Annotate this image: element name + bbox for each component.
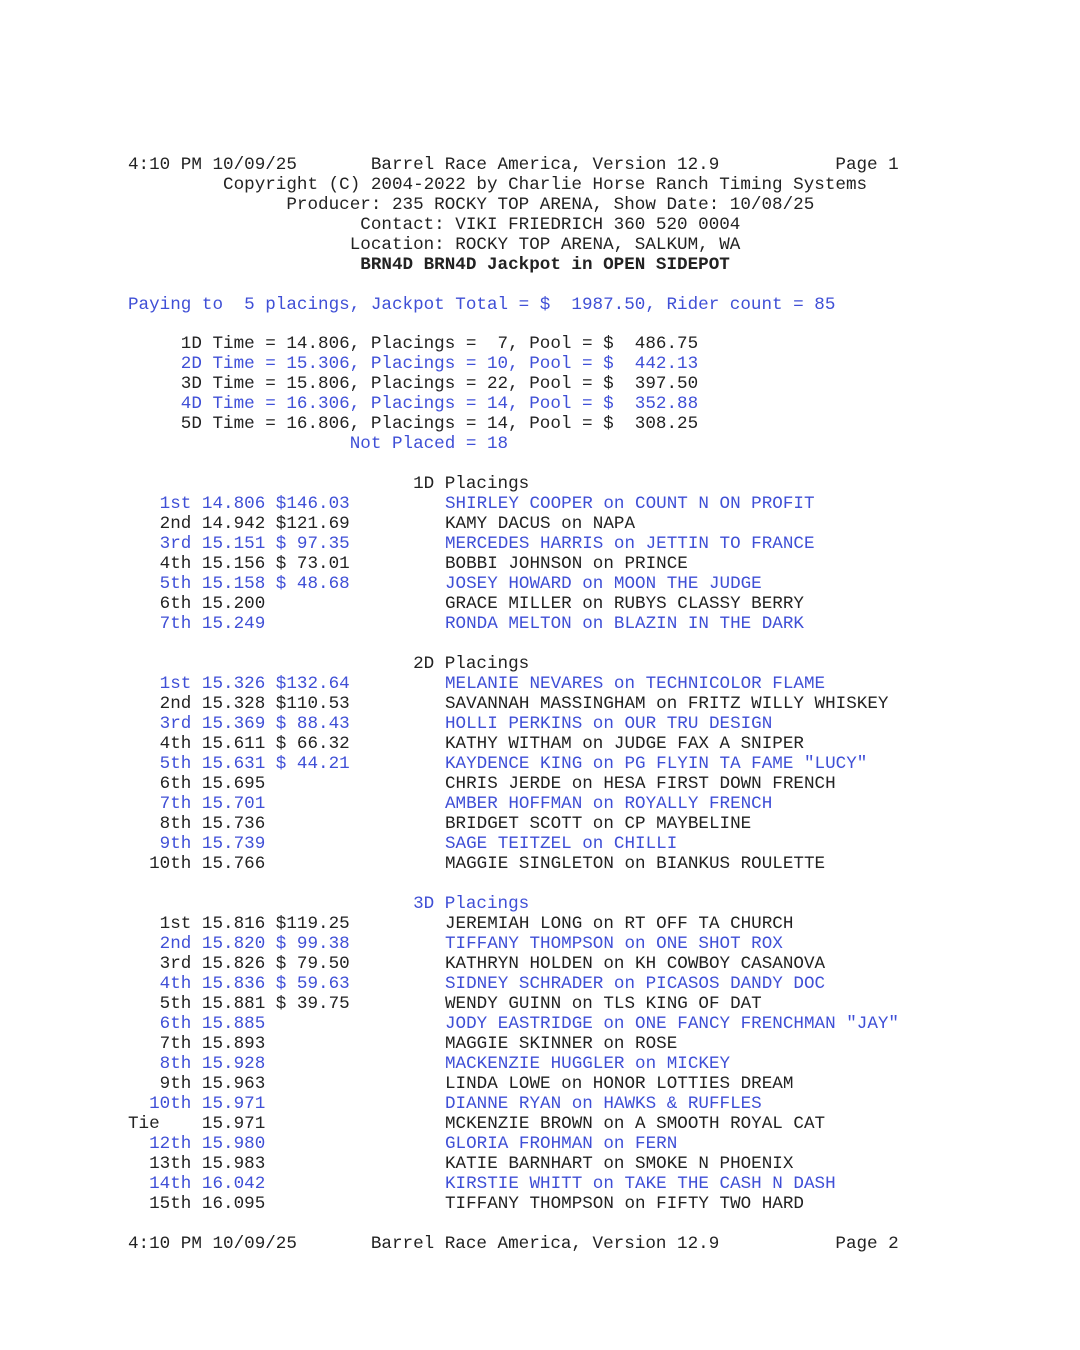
report-footer-line: 4:10 PM 10/09/25 Barrel Race America, Version 12.9 Page 2 [128, 1234, 899, 1254]
section-heading: 1D Placings [128, 474, 530, 494]
placing-time-payout: 9th 15.739 [128, 834, 266, 854]
rider-on-horse: MAGGIE SKINNER on ROSE [445, 1034, 678, 1054]
rider-on-horse: TIFFANY THOMPSON on ONE SHOT ROX [445, 934, 783, 954]
placing-time-payout: 5th 15.158 $ 48.68 [128, 574, 350, 594]
placing-time-payout: 5th 15.631 $ 44.21 [128, 754, 350, 774]
placing-time-payout: 7th 15.701 [128, 794, 266, 814]
placing-time-payout: 7th 15.893 [128, 1034, 266, 1054]
rider-on-horse: KATHY WITHAM on JUDGE FAX A SNIPER [445, 734, 804, 754]
placing-time-payout: 15th 16.095 [128, 1194, 266, 1214]
rider-on-horse: LINDA LOWE on HONOR LOTTIES DREAM [445, 1074, 794, 1094]
rider-on-horse: KAYDENCE KING on PG FLYIN TA FAME "LUCY" [445, 754, 868, 774]
rider-on-horse: MACKENZIE HUGGLER on MICKEY [445, 1054, 731, 1074]
placing-time-payout: 14th 16.042 [128, 1174, 266, 1194]
rider-on-horse: DIANNE RYAN on HAWKS & RUFFLES [445, 1094, 762, 1114]
paying-summary: Paying to 5 placings, Jackpot Total = $ 1987.50, Rider count = 85 [128, 295, 836, 315]
rider-on-horse: KATIE BARNHART on SMOKE N PHOENIX [445, 1154, 794, 1174]
rider-on-horse: MERCEDES HARRIS on JETTIN TO FRANCE [445, 534, 815, 554]
division-line-2d: 2D Time = 15.306, Placings = 10, Pool = $ 442.13 [128, 354, 699, 374]
rider-on-horse: BOBBI JOHNSON on PRINCE [445, 554, 688, 574]
rider-on-horse: SAGE TEITZEL on CHILLI [445, 834, 678, 854]
rider-on-horse: SAVANNAH MASSINGHAM on FRITZ WILLY WHISKEY [445, 694, 889, 714]
location-line: Location: ROCKY TOP ARENA, SALKUM, WA [128, 235, 741, 255]
rider-on-horse: KIRSTIE WHITT on TAKE THE CASH N DASH [445, 1174, 836, 1194]
placing-time-payout: 9th 15.963 [128, 1074, 266, 1094]
placing-time-payout: 3rd 15.369 $ 88.43 [128, 714, 350, 734]
placing-time-payout: 12th 15.980 [128, 1134, 266, 1154]
placing-time-payout: 2nd 15.328 $110.53 [128, 694, 350, 714]
rider-on-horse: MCKENZIE BROWN on A SMOOTH ROYAL CAT [445, 1114, 826, 1134]
rider-on-horse: GRACE MILLER on RUBYS CLASSY BERRY [445, 594, 804, 614]
contact-line: Contact: VIKI FRIEDRICH 360 520 0004 [128, 215, 741, 235]
rider-on-horse: WENDY GUINN on TLS KING OF DAT [445, 994, 762, 1014]
not-placed-line: Not Placed = 18 [128, 434, 509, 454]
rider-on-horse: KATHRYN HOLDEN on KH COWBOY CASANOVA [445, 954, 826, 974]
placing-time-payout: 4th 15.156 $ 73.01 [128, 554, 350, 574]
section-heading: 3D Placings [128, 894, 530, 914]
rider-on-horse: CHRIS JERDE on HESA FIRST DOWN FRENCH [445, 774, 836, 794]
placing-time-payout: 6th 15.885 [128, 1014, 266, 1034]
placing-time-payout: 5th 15.881 $ 39.75 [128, 994, 350, 1014]
placing-time-payout: 1st 15.816 $119.25 [128, 914, 350, 934]
rider-on-horse: MAGGIE SINGLETON on BIANKUS ROULETTE [445, 854, 826, 874]
placing-time-payout: 6th 15.695 [128, 774, 266, 794]
placing-time-payout: Tie 15.971 [128, 1114, 266, 1134]
placing-time-payout: 10th 15.971 [128, 1094, 266, 1114]
division-line-4d: 4D Time = 16.306, Placings = 14, Pool = $ 352.88 [128, 394, 699, 414]
placing-time-payout: 1st 15.326 $132.64 [128, 674, 350, 694]
division-line-5d: 5D Time = 16.806, Placings = 14, Pool = $ 308.25 [128, 414, 699, 434]
report-header-line: 4:10 PM 10/09/25 Barrel Race America, Version 12.9 Page 1 [128, 155, 899, 175]
rider-on-horse: JODY EASTRIDGE on ONE FANCY FRENCHMAN "JAY" [445, 1014, 899, 1034]
placing-time-payout: 2nd 15.820 $ 99.38 [128, 934, 350, 954]
placing-time-payout: 10th 15.766 [128, 854, 266, 874]
placing-time-payout: 1st 14.806 $146.03 [128, 494, 350, 514]
placing-time-payout: 7th 15.249 [128, 614, 266, 634]
placing-time-payout: 3rd 15.151 $ 97.35 [128, 534, 350, 554]
rider-on-horse: RONDA MELTON on BLAZIN IN THE DARK [445, 614, 804, 634]
rider-on-horse: AMBER HOFFMAN on ROYALLY FRENCH [445, 794, 773, 814]
placing-time-payout: 8th 15.736 [128, 814, 266, 834]
placing-time-payout: 4th 15.611 $ 66.32 [128, 734, 350, 754]
rider-on-horse: GLORIA FROHMAN on FERN [445, 1134, 678, 1154]
placing-time-payout: 6th 15.200 [128, 594, 266, 614]
rider-on-horse: KAMY DACUS on NAPA [445, 514, 636, 534]
report-title: BRN4D BRN4D Jackpot in OPEN SIDEPOT [128, 255, 730, 275]
section-heading: 2D Placings [128, 654, 530, 674]
placing-time-payout: 8th 15.928 [128, 1054, 266, 1074]
placing-time-payout: 13th 15.983 [128, 1154, 266, 1174]
rider-on-horse: TIFFANY THOMPSON on FIFTY TWO HARD [445, 1194, 804, 1214]
rider-on-horse: HOLLI PERKINS on OUR TRU DESIGN [445, 714, 773, 734]
copyright-line: Copyright (C) 2004-2022 by Charlie Horse Ranch Timing Systems [128, 175, 868, 195]
rider-on-horse: MELANIE NEVARES on TECHNICOLOR FLAME [445, 674, 826, 694]
rider-on-horse: BRIDGET SCOTT on CP MAYBELINE [445, 814, 752, 834]
rider-on-horse: SIDNEY SCHRADER on PICASOS DANDY DOC [445, 974, 826, 994]
division-line-3d: 3D Time = 15.806, Placings = 22, Pool = $ 397.50 [128, 374, 699, 394]
placing-time-payout: 4th 15.836 $ 59.63 [128, 974, 350, 994]
placing-time-payout: 2nd 14.942 $121.69 [128, 514, 350, 534]
rider-on-horse: JEREMIAH LONG on RT OFF TA CHURCH [445, 914, 794, 934]
rider-on-horse: JOSEY HOWARD on MOON THE JUDGE [445, 574, 762, 594]
division-line-1d: 1D Time = 14.806, Placings = 7, Pool = $ 486.75 [128, 334, 699, 354]
placing-time-payout: 3rd 15.826 $ 79.50 [128, 954, 350, 974]
rider-on-horse: SHIRLEY COOPER on COUNT N ON PROFIT [445, 494, 815, 514]
producer-line: Producer: 235 ROCKY TOP ARENA, Show Date: 10/08/25 [128, 195, 815, 215]
